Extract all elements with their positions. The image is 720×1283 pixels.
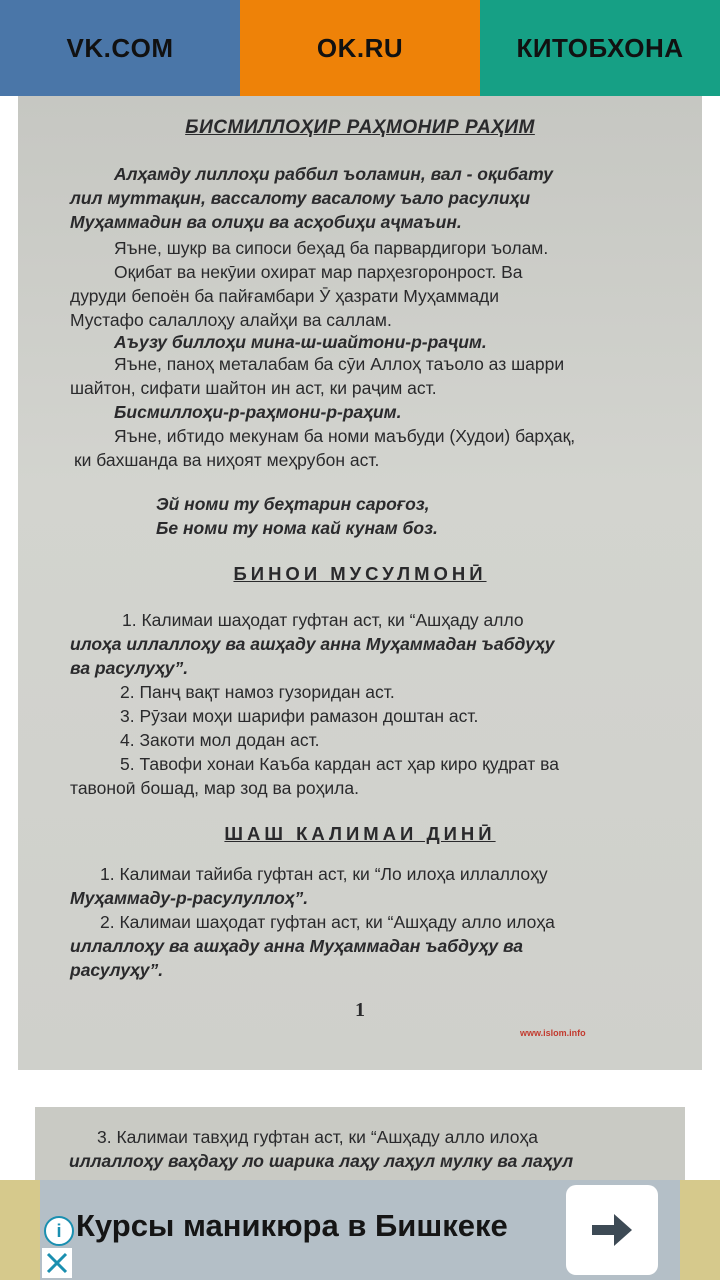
list-item: ва расулуҳу”. — [70, 658, 189, 678]
tab-kitobkhona[interactable]: КИТОБХОНА — [480, 0, 720, 96]
text-line: Оқибат ва некӯии охират мар парҳезгоронрост. Ва — [114, 262, 523, 282]
list-item: расулуҳу”. — [70, 960, 164, 980]
watermark: www.islom.info — [520, 1028, 586, 1038]
verse-line: Бе номи ту нома кай кунам боз. — [156, 518, 438, 538]
list-item: 3. Рӯзаи моҳи шарифи рамазон доштан аст. — [120, 706, 479, 726]
text-line: Бисмиллоҳи-р-раҳмони-р-раҳим. — [114, 402, 402, 422]
list-item: 4. Закоти мол додан аст. — [120, 730, 320, 750]
page-heading: БИСМИЛЛОҲИР РАҲМОНИР РАҲИМ — [185, 117, 535, 138]
text-line: Яъне, ибтидо мекунам ба номи маъбуди (Худои) барҳақ, — [114, 426, 576, 446]
text-line: ки бахшанда ва ниҳоят меҳрубон аст. — [74, 450, 380, 470]
text-line: Яъне, паноҳ металабам ба сӯи Аллоҳ таъоло аз шарри — [114, 354, 565, 374]
ad-title[interactable]: Курсы маникюра в Бишкеке — [76, 1208, 508, 1243]
list-item: тавоноӣ бошад, мар зод ва роҳила. — [70, 778, 359, 798]
list-item: 1. Калимаи шаҳодат гуфтан аст, ки “Ашҳаду алло — [122, 610, 524, 630]
list-item: Муҳаммаду-р-расулуллоҳ”. — [70, 888, 309, 908]
text-line: шайтон, сифати шайтон ин аст, ки раҷим аст. — [70, 378, 437, 398]
book-page-1 — [18, 96, 702, 1070]
close-icon[interactable] — [42, 1248, 72, 1278]
text-line: 3. Калимаи тавҳид гуфтан аст, ки “Ашҳаду алло илоҳа — [97, 1127, 539, 1147]
info-icon[interactable]: i — [44, 1216, 74, 1246]
text-line: Алҳамду лиллоҳи раббил ъоламин, вал - оқибату — [114, 164, 553, 184]
top-tab-bar — [0, 0, 720, 96]
list-item: иллаллоҳу ва ашҳаду анна Муҳаммадан ъабдуҳу ва — [70, 936, 524, 956]
text-line: дуруди бепоён ба пайғамбари Ӯ ҳазрати Муҳаммади — [70, 286, 500, 306]
list-item: илоҳа иллаллоҳу ва ашҳаду анна Муҳаммадан ъабдуҳу — [70, 634, 555, 654]
text-line: иллаллоҳу ваҳдаҳу ло шарика лаҳу лаҳул мулку ва лаҳул — [69, 1151, 574, 1171]
text-line: Яъне, шукр ва сипоси беҳад ба парвардигори ъолам. — [114, 238, 549, 258]
text-line: Аъузу биллоҳи мина-ш-шайтони-р-раҷим. — [114, 332, 487, 352]
list-item: 2. Панҷ вақт намоз гузоридан аст. — [120, 682, 395, 702]
verse-line: Эй номи ту беҳтарин сароғоз, — [156, 494, 430, 514]
page-number: 1 — [355, 999, 365, 1021]
text-line: Мустафо салаллоҳу алайҳи ва саллам. — [70, 310, 392, 330]
list-item: 2. Калимаи шаҳодат гуфтан аст, ки “Ашҳаду алло илоҳа — [100, 912, 555, 932]
section-title: ШАШ КАЛИМАИ ДИНӢ — [224, 823, 496, 844]
tab-vk[interactable]: VK.COM — [0, 0, 240, 96]
list-item: 1. Калимаи тайиба гуфтан аст, ки “Ло илоҳа иллаллоҳу — [100, 864, 548, 884]
tab-ok[interactable]: OK.RU — [240, 0, 480, 96]
list-item: 5. Тавофи хонаи Каъба кардан аст ҳар киро қудрат ва — [120, 754, 559, 774]
arrow-right-icon[interactable] — [566, 1185, 658, 1275]
text-line: лил муттақин, вассалоту васалому ъало расулиҳи — [70, 188, 531, 208]
section-title: БИНОИ МУСУЛМОНӢ — [233, 563, 487, 584]
text-line: Муҳаммадин ва олиҳи ва асҳобиҳи аҷмаъин. — [70, 212, 462, 232]
